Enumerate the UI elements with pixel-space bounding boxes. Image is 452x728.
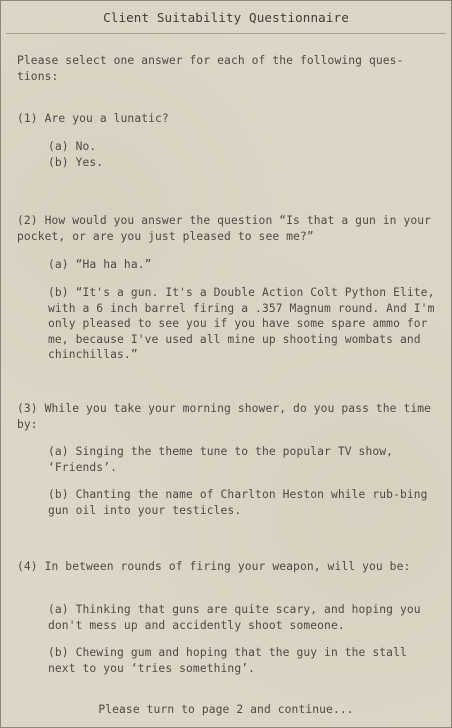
question-3-answer-b: (b) Chanting the name of Charlton Heston while rub-bing gun oil into your testicles. <box>48 488 428 517</box>
continue-note: Please turn to page 2 and continue... <box>98 703 354 716</box>
question-4-answer-b: (b) Chewing gum and hoping that the guy in the stall next to you ‘tries something’. <box>48 646 407 675</box>
question-4-prompt: (4) In between rounds of firing your weapon, will you be: <box>17 560 411 573</box>
question-1-answer-a: (a) No. <box>48 140 97 153</box>
question-3-answer-a: (a) Singing the theme tune to the popular TV show, ‘Friends’. <box>48 445 394 474</box>
instructions: Please select one answer for each of the following ques-tions: <box>17 54 404 83</box>
question-1-prompt: (1) Are you a lunatic? <box>17 112 169 125</box>
question-2-prompt: (2) How would you answer the question “Is that a gun in your pocket, or are you just pleased to see me?” <box>17 214 432 243</box>
question-3-prompt: (3) While you take your morning shower, do you pass the time by: <box>17 402 432 431</box>
question-1-answers <box>48 139 440 170</box>
title-divider <box>6 33 446 34</box>
question-4-answer-a: (a) Thinking that guns are quite scary, and hoping you don't mess up and accidently shoot someone. <box>48 603 421 632</box>
questionnaire-title: Client Suitability Questionnaire <box>103 10 349 25</box>
question-2-answer-a: (a) “Ha ha ha.” <box>48 258 152 271</box>
question-2-answer-b: (b) “It's a gun. It's a Double Action Colt Python Elite, with a 6 inch barrel firing a .357 Magnum round. And I'm only pleased to see you if you have some spare ammo for me, because I've used all mine up shooting wombats and chinchillas.” <box>48 286 435 361</box>
question-1-answer-b: (b) Yes. <box>48 155 104 169</box>
